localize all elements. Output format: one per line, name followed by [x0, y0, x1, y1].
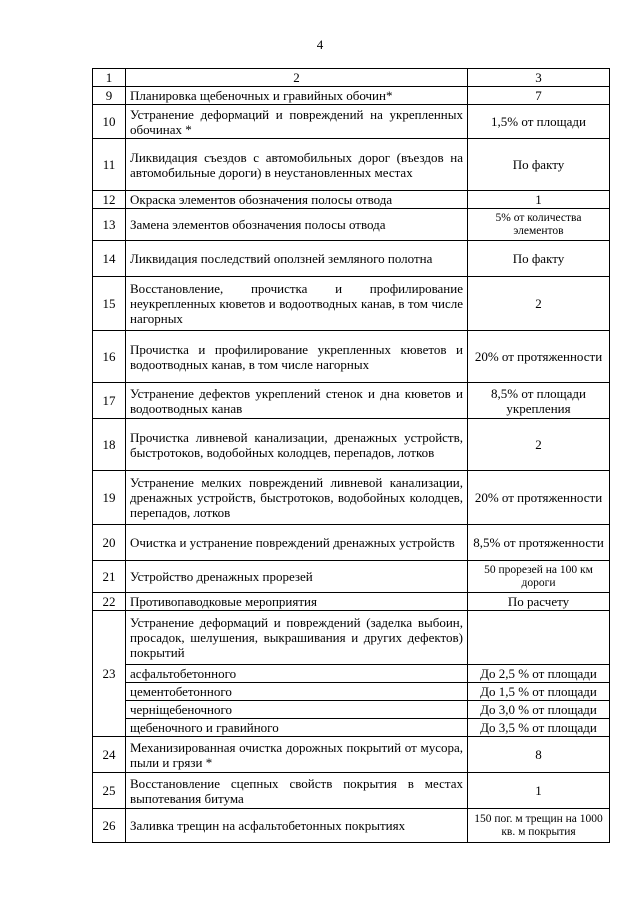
row-description: Прочистка ливневой канализации, дренажных устройств, быстротоков, водобойных колодцев, перепадов, лотков: [126, 419, 468, 471]
subrow-description: асфальтобетонного: [126, 665, 468, 683]
row-description: Ликвидация съездов с автомобильных дорог (въездов на автомобильные дороги) в неустановленных местах: [126, 139, 468, 191]
row-description: Прочистка и профилирование укрепленных кюветов и водоотводных канав, в том числе нагорных: [126, 331, 468, 383]
row-number: 21: [93, 561, 126, 593]
row-description: Устранение деформаций и повреждений на укрепленных обочинах *: [126, 105, 468, 139]
table-subrow: [93, 665, 610, 683]
row-description: Устранение мелких повреждений ливневой канализации, дренажных устройств, быстротоков, водобойных колодцев, перепадов, лотков: [126, 471, 468, 525]
row-value: По расчету: [468, 593, 610, 611]
row-value: 8,5% от площади укрепления: [468, 383, 610, 419]
table-subrow: [93, 683, 610, 701]
page-number: 4: [316, 37, 324, 52]
row-value: 20% от протяженности: [468, 471, 610, 525]
row-value: 20% от протяженности: [468, 331, 610, 383]
row-description: Механизированная очистка дорожных покрытий от мусора, пыли и грязи *: [126, 737, 468, 773]
table-row: [93, 139, 610, 191]
row-number: 19: [93, 471, 126, 525]
row-number: 20: [93, 525, 126, 561]
table-row: [93, 105, 610, 139]
row-description: Устранение деформаций и повреждений (заделка выбоин, просадок, шелушения, выкрашивания и других дефектов) покрытий: [126, 611, 468, 665]
row-value: 5% от количества элементов: [468, 209, 610, 241]
row-number: 13: [93, 209, 126, 241]
table-row: [93, 471, 610, 525]
row-number: 11: [93, 139, 126, 191]
row-value: 8: [468, 737, 610, 773]
row-number: 14: [93, 241, 126, 277]
subrow-description: черніщебеночного: [126, 701, 468, 719]
row-description: Ликвидация последствий оползней земляного полотна: [126, 241, 468, 277]
row-description: Восстановление, прочистка и профилирование неукрепленных кюветов и водоотводных канав, в том числе нагорных: [126, 277, 468, 331]
row-description: Противопаводковые мероприятия: [126, 593, 468, 611]
row-description: Устранение дефектов укреплений стенок и дна кюветов и водоотводных канав: [126, 383, 468, 419]
table-row: [93, 191, 610, 209]
row-description: Восстановление сцепных свойств покрытия в местах выпотевания битума: [126, 773, 468, 809]
works-table: [92, 68, 610, 843]
table-row: [93, 561, 610, 593]
row-value: 50 прорезей на 100 км дороги: [468, 561, 610, 593]
row-description: Заливка трещин на асфальтобетонных покрытиях: [126, 809, 468, 843]
table-row: [93, 773, 610, 809]
subrow-value: До 2,5 % от площади: [468, 665, 610, 683]
row-value: 8,5% от протяженности: [468, 525, 610, 561]
subrow-value: До 1,5 % от площади: [468, 683, 610, 701]
table-row: [93, 525, 610, 561]
row-number: 18: [93, 419, 126, 471]
table-row: [93, 331, 610, 383]
row-number: 16: [93, 331, 126, 383]
row-number: 26: [93, 809, 126, 843]
table-row: [93, 87, 610, 105]
row-description: Окраска элементов обозначения полосы отвода: [126, 191, 468, 209]
row-value: По факту: [468, 241, 610, 277]
row-description: Замена элементов обозначения полосы отвода: [126, 209, 468, 241]
row-number: 22: [93, 593, 126, 611]
table-row: [93, 611, 610, 665]
header-cell: 2: [126, 69, 468, 87]
table-row: [93, 593, 610, 611]
table-row: [93, 419, 610, 471]
row-description: Планировка щебеночных и гравийных обочин*: [126, 87, 468, 105]
table-subrow: [93, 701, 610, 719]
subrow-value: До 3,5 % от площади: [468, 719, 610, 737]
row-value: 1,5% от площади: [468, 105, 610, 139]
subrow-value: До 3,0 % от площади: [468, 701, 610, 719]
table-row: [93, 737, 610, 773]
row-number: 23: [93, 611, 126, 737]
row-number: 17: [93, 383, 126, 419]
table-row: [93, 383, 610, 419]
row-number: 10: [93, 105, 126, 139]
row-value: [468, 611, 610, 665]
table-row: [93, 209, 610, 241]
row-value: 1: [468, 191, 610, 209]
subrow-description: щебеночного и гравийного: [126, 719, 468, 737]
row-value: 2: [468, 419, 610, 471]
header-cell: 1: [93, 69, 126, 87]
row-number: 24: [93, 737, 126, 773]
table-row: [93, 241, 610, 277]
table-header-row: [93, 69, 610, 87]
row-description: Устройство дренажных прорезей: [126, 561, 468, 593]
table-row: [93, 809, 610, 843]
row-number: 12: [93, 191, 126, 209]
row-number: 9: [93, 87, 126, 105]
row-value: 1: [468, 773, 610, 809]
table-subrow: [93, 719, 610, 737]
row-number: 25: [93, 773, 126, 809]
row-value: По факту: [468, 139, 610, 191]
row-number: 15: [93, 277, 126, 331]
table-row: [93, 277, 610, 331]
subrow-description: цементобетонного: [126, 683, 468, 701]
header-cell: 3: [468, 69, 610, 87]
row-description: Очистка и устранение повреждений дренажных устройств: [126, 525, 468, 561]
row-value: 7: [468, 87, 610, 105]
row-value: 2: [468, 277, 610, 331]
row-value: 150 пог. м трещин на 1000 кв. м покрытия: [468, 809, 610, 843]
